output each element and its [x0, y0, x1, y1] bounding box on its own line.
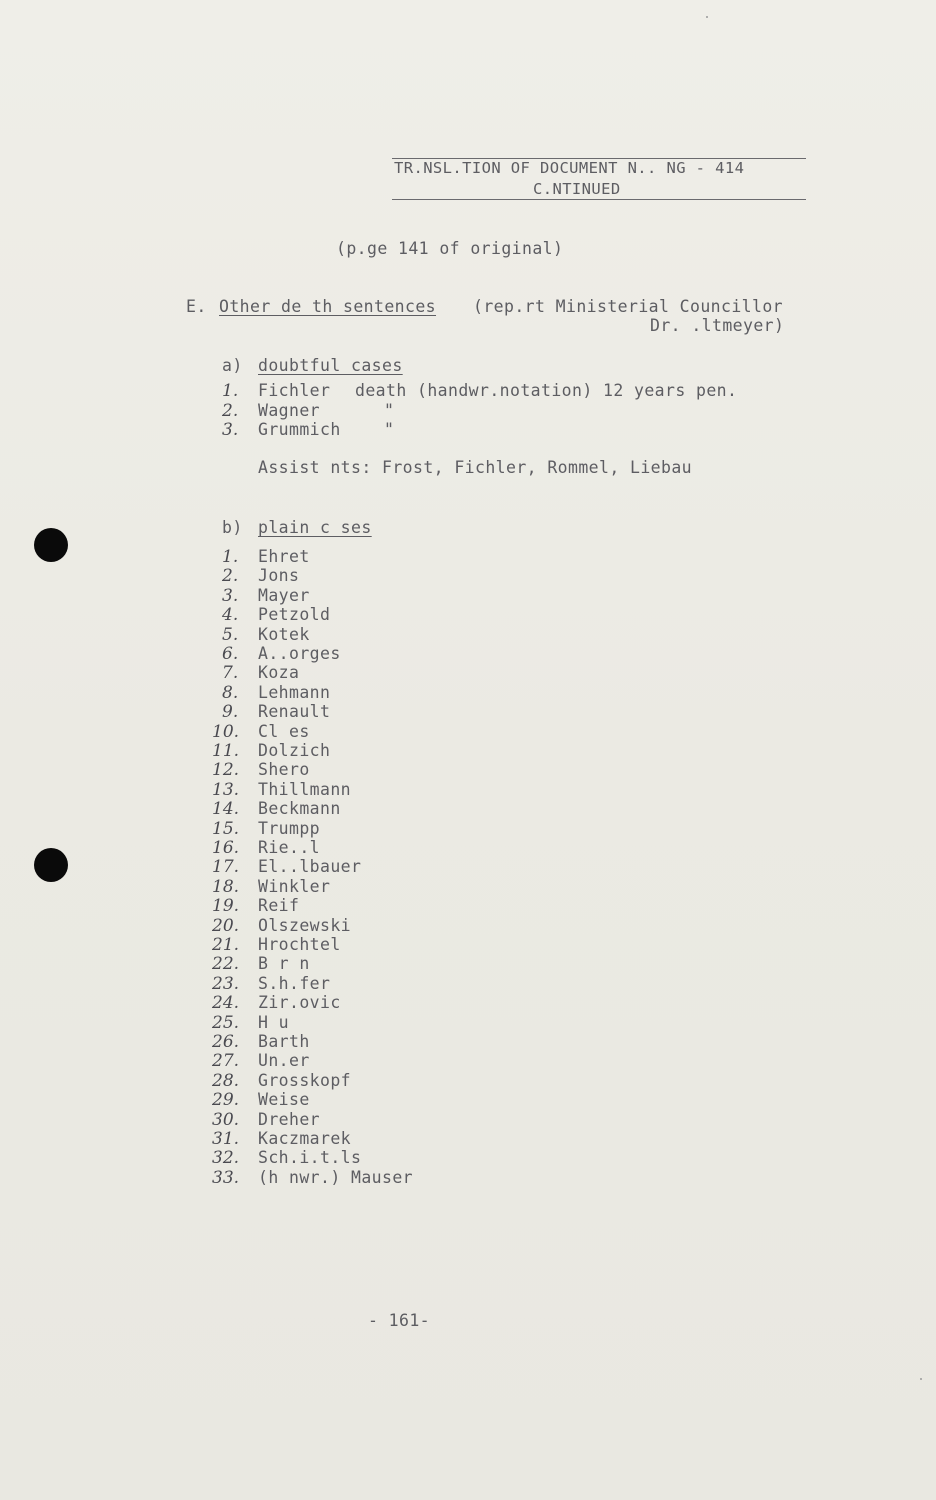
plain-item-name: Koza — [258, 663, 300, 683]
plain-item-name: Weise — [258, 1090, 310, 1110]
page-reference: (p.ge 141 of original) — [336, 239, 564, 258]
plain-item-name: (h nwr.) Mauser — [258, 1167, 414, 1187]
page-number: - 161- — [368, 1311, 431, 1330]
plain-item-name: Kaczmarek — [258, 1129, 352, 1148]
plain-item-number: 14. — [212, 799, 240, 820]
doubtful-item-name: Grummich — [258, 420, 341, 439]
subsection-b-heading: plain c ses — [258, 518, 372, 537]
doubtful-item-number: 2. — [222, 400, 239, 421]
section-report-line2: Dr. .ltmeyer) — [650, 316, 785, 335]
doubtful-item-number: 1. — [222, 381, 239, 401]
plain-item-name: Lehmann — [258, 682, 331, 702]
plain-item-name: A..orges — [258, 644, 341, 663]
plain-item-number: 2. — [222, 566, 239, 587]
plain-item-name: S.h.fer — [258, 973, 331, 993]
punch-hole-top — [34, 528, 68, 562]
plain-item-name: Petzold — [258, 605, 331, 625]
plain-item-name: Dreher — [258, 1109, 321, 1129]
doubtful-item-name: Wagner — [258, 400, 321, 420]
plain-item-number: 26. — [212, 1032, 240, 1052]
plain-item-name: Barth — [258, 1032, 310, 1051]
paper-speck — [706, 16, 708, 18]
plain-item-name: Olszewski — [258, 915, 352, 935]
punch-hole-bottom — [34, 848, 68, 882]
plain-item-number: 22. — [212, 954, 240, 975]
plain-item-name: Un.er — [258, 1051, 310, 1071]
assistants-line: Assist nts: Frost, Fichler, Rommel, Liebau — [258, 458, 693, 477]
document-header-line2: C.NTINUED — [533, 180, 621, 198]
plain-item-name: Cl es — [258, 721, 310, 741]
plain-item-number: 16. — [212, 838, 240, 858]
doubtful-item-number: 3. — [222, 420, 239, 440]
plain-item-number: 18. — [212, 876, 240, 897]
plain-item-number: 19. — [212, 896, 240, 917]
plain-item-name: Grosskopf — [258, 1070, 352, 1090]
doubtful-item-note: " — [384, 420, 395, 439]
subsection-a-marker: a) — [222, 356, 243, 375]
plain-item-number: 9. — [222, 702, 239, 723]
plain-item-number: 12. — [212, 760, 240, 781]
doubtful-item-note: death (handwr.notation) 12 years pen. — [355, 381, 738, 400]
plain-item-number: 23. — [212, 973, 240, 994]
plain-item-name: Jons — [258, 566, 300, 586]
plain-item-name: Shero — [258, 760, 310, 780]
plain-item-name: Thillmann — [258, 779, 352, 799]
plain-item-number: 32. — [212, 1148, 240, 1169]
plain-item-name: Trumpp — [258, 818, 321, 838]
plain-item-number: 27. — [212, 1051, 240, 1072]
section-marker: E. — [186, 297, 207, 316]
plain-item-name: Reif — [258, 896, 300, 916]
doubtful-item-note: " — [384, 400, 395, 420]
plain-item-number: 13. — [212, 779, 240, 800]
plain-item-number: 7. — [222, 663, 239, 684]
plain-item-name: Beckmann — [258, 799, 341, 819]
plain-item-number: 21. — [212, 935, 240, 955]
document-header-line1: TR.NSL.TION OF DOCUMENT N.. NG - 414 — [394, 159, 745, 177]
plain-item-number: 31. — [212, 1129, 240, 1149]
doubtful-item-name: Fichler — [258, 381, 331, 400]
plain-item-number: 10. — [212, 721, 240, 742]
plain-item-name: Rie..l — [258, 838, 321, 857]
plain-item-number: 29. — [212, 1090, 240, 1111]
plain-item-name: Kotek — [258, 624, 310, 644]
plain-item-name: Renault — [258, 702, 331, 722]
plain-item-name: Ehret — [258, 547, 310, 566]
subsection-b-marker: b) — [222, 518, 243, 537]
plain-item-name: H u — [258, 1012, 290, 1032]
plain-item-number: 11. — [212, 741, 240, 761]
subsection-a-heading: doubtful cases — [258, 356, 403, 375]
plain-item-name: Mayer — [258, 585, 310, 605]
plain-item-number: 15. — [212, 818, 240, 839]
plain-item-name: El..lbauer — [258, 857, 362, 877]
plain-item-number: 6. — [222, 644, 239, 664]
plain-item-number: 30. — [212, 1109, 240, 1130]
plain-item-number: 3. — [222, 585, 239, 606]
plain-item-name: Zir.ovic — [258, 993, 341, 1013]
plain-item-name: Winkler — [258, 876, 331, 896]
plain-item-number: 1. — [222, 547, 239, 567]
plain-item-name: Dolzich — [258, 741, 331, 760]
section-title: Other de th sentences — [219, 297, 437, 316]
plain-item-number: 33. — [212, 1167, 240, 1188]
plain-item-number: 25. — [212, 1012, 240, 1033]
plain-item-number: 5. — [222, 624, 239, 645]
plain-item-number: 28. — [212, 1070, 240, 1091]
plain-item-number: 20. — [212, 915, 240, 936]
header-underline — [392, 199, 806, 200]
plain-item-number: 8. — [222, 682, 239, 703]
section-report-line1: (rep.rt Ministerial Councillor — [473, 297, 784, 316]
header-overline — [392, 158, 806, 159]
plain-item-number: 24. — [212, 993, 240, 1014]
plain-item-name: Sch.i.t.ls — [258, 1148, 362, 1168]
plain-item-name: Hrochtel — [258, 935, 341, 954]
plain-item-number: 4. — [222, 605, 239, 626]
plain-item-number: 17. — [212, 857, 240, 878]
paper-speck — [920, 1378, 922, 1380]
plain-item-name: B r n — [258, 954, 310, 974]
